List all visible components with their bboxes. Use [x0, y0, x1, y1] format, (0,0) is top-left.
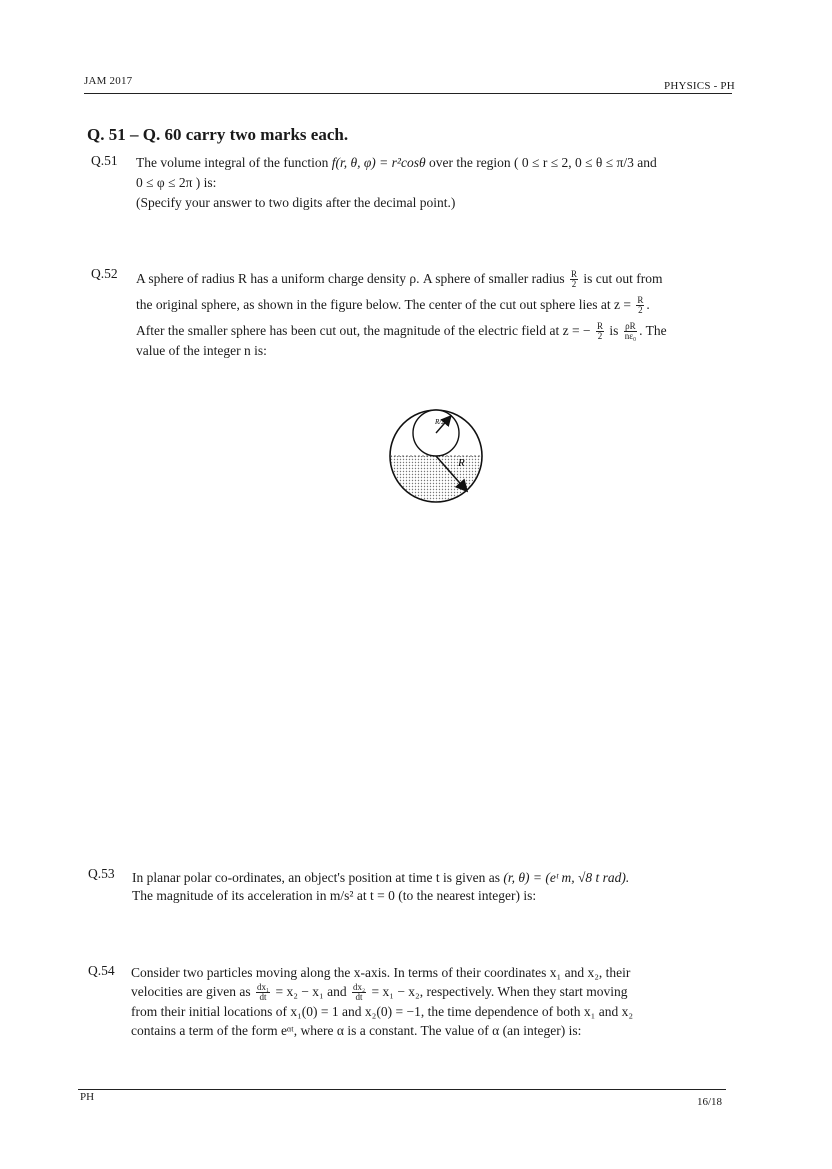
question-text: A sphere of radius R has a uniform charge density ρ. A sphere of smaller radius $\frac{R}{2}$ is cut out from the original sphere, as shown in the figure below. The center of the cut out sphere lies at z = $\frac{R}{2}$ . After the smaller sphere has been cut out, the magnitude of the electric field at z = − $\frac{R}{2}$ is $\frac{\rho R}{\text{nε₀}}$ . The value of the integer n is:: [136, 269, 667, 358]
question-number: Q.53: [88, 866, 115, 881]
question-number: Q.54: [88, 963, 115, 978]
header-exam-name: JAM 2017: [84, 75, 133, 87]
question-text: In planar polar co-ordinates, an object's position at time t is given as (r, θ) = (eᵗ m, √8 t rad). The magnitude of its acceleration in m/s² at t = 0 (to the nearest integer) is:: [132, 870, 630, 903]
small-radius-label: R/2: [435, 418, 445, 426]
sphere-figure: [384, 404, 488, 508]
question-number: Q.52: [91, 266, 118, 281]
section-title: Q. 51 – Q. 60 carry two marks each.: [87, 125, 349, 144]
footer-rule: [78, 1089, 726, 1090]
large-radius-label: R: [458, 457, 465, 469]
question-text: Consider two particles moving along the x-axis. In terms of their coordinates x₁ and x₂, their velocities are given as $\frac{\text{dx₁}}{dt}$ = x₂ − x₁ and $\frac{\text{dx₂}}{dt}$ = x₁ − x₂, respectively. When they start moving from their initial locations of x₁(0) = 1 and x₂(0) = −1, the time dependence of both x₁ and x₂ contains a term of the form eᵅᵗ, where α is a constant. The value of α (an integer) is:: [131, 965, 634, 1039]
question-number: Q.51: [91, 153, 118, 168]
header-paper-name: PHYSICS - PH: [664, 80, 735, 92]
footer-paper-code: PH: [80, 1091, 95, 1103]
page-number: 16/18: [697, 1096, 723, 1108]
header-rule: [84, 93, 732, 94]
question-text: The volume integral of the function f(r, θ, φ) = r²cosθ over the region ( 0 ≤ r ≤ 2, 0 ≤ θ ≤ π/3 and 0 ≤ φ ≤ 2π ) is: (Specify your answer to two digits after the decimal point.): [136, 155, 657, 210]
